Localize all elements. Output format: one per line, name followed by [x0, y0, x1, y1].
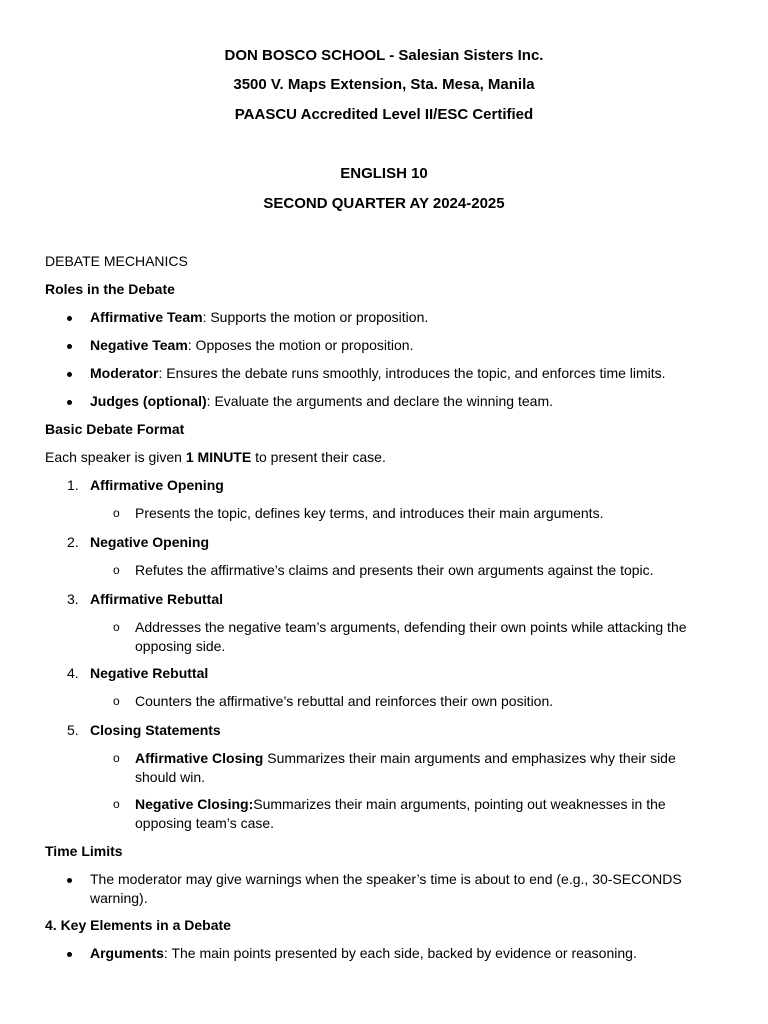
bullet-icon [67, 344, 72, 349]
step-description: Counters the affirmative’s rebuttal and reinforces their own position. [135, 693, 554, 709]
step-title: Affirmative Opening [90, 477, 224, 493]
format-intro: Each speaker is given 1 MINUTE to present their case. [45, 449, 386, 465]
key-elements-heading: 4. Key Elements in a Debate [45, 917, 231, 933]
sub-bullet-icon: o [113, 563, 120, 577]
key-element-arguments: Arguments: The main points presented by each side, backed by evidence or reasoning. [90, 945, 637, 961]
step-title: Affirmative Rebuttal [90, 591, 224, 607]
step-number: 3. [67, 591, 79, 607]
step-description: Presents the topic, defines key terms, and introduces their main arguments. [135, 505, 604, 521]
format-heading: Basic Debate Format [45, 421, 185, 437]
step-title: Negative Rebuttal [90, 665, 209, 681]
sub-bullet-icon: o [113, 620, 120, 634]
step-number: 5. [67, 722, 79, 738]
time-limits-heading: Time Limits [45, 843, 123, 859]
step-title: Closing Statements [90, 722, 221, 738]
sub-bullet-icon: o [113, 506, 120, 520]
step-description: Addresses the negative team’s arguments, defending their own points while attacking the opposing side. [135, 619, 687, 654]
section-title: DEBATE MECHANICS [45, 253, 188, 269]
subject-title: ENGLISH 10 [340, 165, 428, 182]
step-title: Negative Opening [90, 534, 210, 550]
roles-heading: Roles in the Debate [45, 281, 175, 297]
role-moderator: Moderator: Ensures the debate runs smoothly, introduces the topic, and enforces time limits. [90, 365, 666, 381]
closing-affirmative: Affirmative Closing Summarizes their main arguments and emphasizes why their side should win. [135, 750, 676, 785]
sub-bullet-icon: o [113, 751, 120, 765]
step-number: 4. [67, 665, 79, 681]
step-number: 1. [67, 477, 79, 493]
school-address: 3500 V. Maps Extension, Sta. Mesa, Manila [233, 76, 535, 93]
role-affirmative: Affirmative Team: Supports the motion or proposition. [90, 309, 429, 325]
role-judges: Judges (optional): Evaluate the arguments and declare the winning team. [90, 393, 553, 409]
role-negative: Negative Team: Opposes the motion or proposition. [90, 337, 414, 353]
bullet-icon [67, 372, 72, 377]
accreditation: PAASCU Accredited Level II/ESC Certified [234, 106, 534, 123]
step-number: 2. [67, 534, 79, 550]
school-name: DON BOSCO SCHOOL - Salesian Sisters Inc. [224, 47, 544, 64]
bullet-icon [67, 952, 72, 957]
quarter-title: SECOND QUARTER AY 2024-2025 [263, 195, 505, 212]
step-description: Refutes the affirmative’s claims and presents their own arguments against the topic. [135, 562, 654, 578]
sub-bullet-icon: o [113, 694, 120, 708]
time-limit-item: The moderator may give warnings when the speaker’s time is about to end (e.g., 30-SECONDS warning). [90, 871, 682, 906]
bullet-icon [67, 400, 72, 405]
bullet-icon [67, 878, 72, 883]
bullet-icon [67, 316, 72, 321]
sub-bullet-icon: o [113, 797, 120, 811]
closing-negative: Negative Closing:Summarizes their main arguments, pointing out weaknesses in the opposing team’s case. [135, 796, 666, 831]
